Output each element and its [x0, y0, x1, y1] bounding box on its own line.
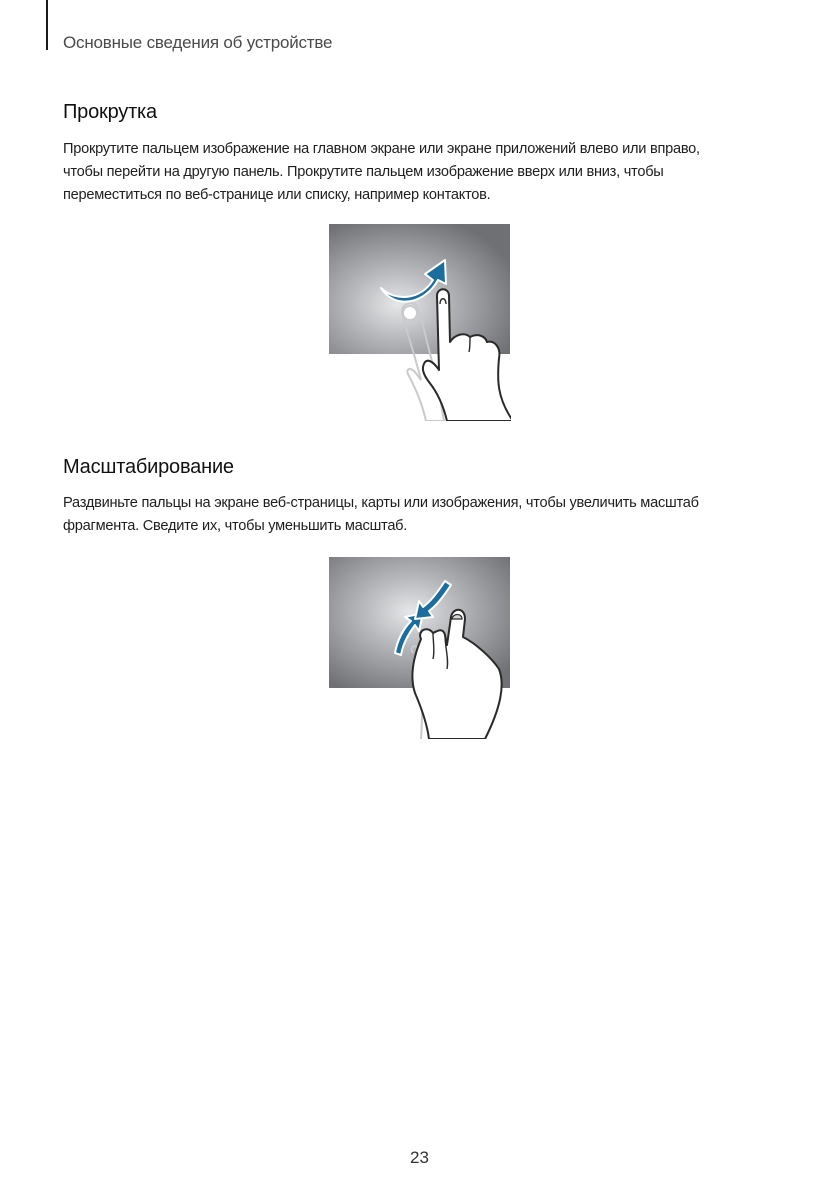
- zoom-heading: Масштабирование: [63, 456, 234, 478]
- page-number: 23: [410, 1148, 429, 1167]
- screen-panel: [329, 224, 510, 354]
- header-rule: [46, 0, 48, 50]
- zoom-description: [63, 492, 783, 538]
- scroll-description: [63, 138, 783, 207]
- scroll-description-line-3: переместиться по веб-странице или списку, например контактов.: [63, 187, 491, 203]
- scroll-description-line-2: чтобы перейти на другую панель. Прокрутите пальцем изображение вверх или вниз, чтобы: [63, 164, 664, 180]
- chapter-title: Основные сведения об устройстве: [63, 33, 333, 52]
- zoom-description-line-1: Раздвиньте пальцы на экране веб-страницы, карты или изображения, чтобы увеличить масштаб: [63, 495, 699, 511]
- scroll-description-line-1: Прокрутите пальцем изображение на главном экране или экране приложений влево или вправо,: [63, 141, 700, 157]
- zoom-description-line-2: фрагмента. Сведите их, чтобы уменьшить масштаб.: [63, 518, 408, 534]
- pinch-gesture-illustration: [329, 557, 511, 739]
- scroll-gesture-illustration: [329, 224, 511, 421]
- scroll-heading: Прокрутка: [63, 101, 157, 123]
